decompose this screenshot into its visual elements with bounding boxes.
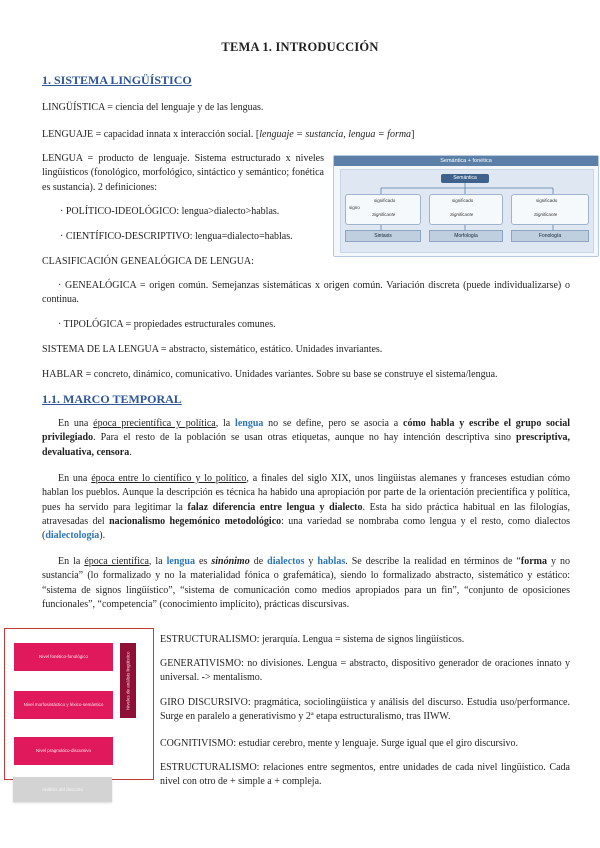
diagram-level-morfologia: Morfología [429,230,503,242]
diagram-level-sintaxis: Sintaxis [345,230,421,242]
sign-significante: Significante [534,212,558,217]
paragraph-giro-discursivo: GIRO DISCURSIVO: pragmática, sociolingüística y análisis del discurso. Estudia uso/performance. Surge en paralelo a generativismo y 2ª etapa estructuralismo, tras IIWW. [160,697,570,723]
sign-significado: significado [536,198,558,203]
diagram-level-fonologia: Fonología [511,230,589,242]
paragraph-lenguaje [42,128,562,142]
highlight-term: dialectos [267,556,305,567]
text: En la [58,556,85,567]
highlight-term: lengua [235,418,264,429]
bold-term: cómo habla y escribe el grupo social privilegiado [42,418,571,444]
paragraph-epoca-cientifica [42,555,570,612]
sign-significado: significado [452,198,474,203]
sign-significante: Significante [450,212,474,217]
lenguaje-close: ] [411,129,415,140]
sign-significado: significado [374,198,396,203]
paragraph-sistema: SISTEMA DE LA LENGUA = abstracto, sistemático, estático. Unidades invariantes. [42,344,383,355]
definition-politico: · POLÍTICO-IDEOLÓGICO: lengua>dialecto>hablas. [60,206,280,217]
diagram-panel [340,169,594,253]
text: , la [215,418,236,429]
figure-box-fonetico: Nivel fonético-fonológico [14,643,113,671]
sign-label: signo [349,205,360,210]
text: . [129,446,132,458]
text: En una [58,473,92,484]
text: . Esta ha sido práctica habitual en las filologías, atravesadas del [42,501,570,527]
section-heading-sistema: 1. SISTEMA LINGÜÍSTICO [42,73,192,87]
lenguaje-italic: lenguaje = sustancia, lengua = forma [259,129,412,140]
paragraph-lengua: LENGUA = producto de lenguaje. Sistema estructurado x niveles lingüísticos (fonológico, morfológico, sintáctico y semántico; fonética es sustancia). 2 definiciones: [42,153,324,193]
highlight-term: hablas [317,556,346,567]
paragraph-epoca-intermedia [42,472,570,543]
text: . Se describe la realidad en términos de “ [345,556,521,567]
text: : una variedad se nombraba como lengua y el resto, como dialectos ( [42,515,570,542]
text: . Para el resto de la población se usan otras etiquetas, aunque no hay intención descriptiva sino [93,432,517,444]
lenguaje-text: LENGUAJE = capacidad innata x interacción social. [ [42,129,260,140]
paragraph-estructuralismo: ESTRUCTURALISMO: jerarquía. Lengua = sistema de signos lingüísticos. [160,634,465,645]
levels-figure [4,628,154,780]
text: En una [58,418,94,429]
paragraph-estructuralismo-2: ESTRUCTURALISMO: relaciones entre segmentos, entre unidades de cada nivel lingüístico. Cada nivel con otro de + simple a + compleja. [160,762,570,788]
section-heading-marco-temporal: 1.1. MARCO TEMPORAL [42,392,182,406]
bold-term: nacionalismo hegemónico metodológico [109,515,282,527]
figure-box-morfosintactico: Nivel morfosintáctico y léxico-semántico [14,691,113,719]
bold-term: prescriptiva, devaluativa, censora [42,432,570,458]
underlined-term: época científica [84,556,149,567]
page-title: TEMA 1. INTRODUCCIÓN [221,40,379,54]
text: y [304,556,318,567]
text: y no sustancia” (lo formalizado y no la materialidad fónica o grafemática), siendo lo formalizado abstracto, sistemático y estático: “sistema de signos lingüístico”, “sistema de comunicación como medios apropiados para un fin”, “conjunto de oposiciones funcionales”, “competencia” (conocimiento implícito), prácticas discursivas. [42,556,571,610]
figure-box-discurso: Análisis del discurso [13,777,112,802]
text: ). [99,530,106,542]
highlight-term: dialectología [45,530,100,542]
paragraph-generativismo: GENERATIVISMO: no divisiones. Lengua = abstracto, dispositivo generador de oraciones innato y universal. -> mentalismo. [160,658,570,684]
diagram-sign-3 [511,194,589,225]
linguistic-sign-diagram [333,155,599,257]
text: es [194,556,212,567]
highlight-term: lengua [166,556,195,567]
text: , la [148,556,167,567]
figure-box-pragmatico: Nivel pragmático-discursivo [14,737,113,765]
sign-significante: Significante [372,212,396,217]
underlined-term: época entre lo científico y lo político [91,473,247,484]
underlined-term: época precientífica y política [93,418,216,429]
text: de [249,556,268,567]
diagram-sign-1 [345,194,421,225]
paragraph-clasificacion: CLASIFICACIÓN GENEALÓGICA DE LENGUA: [42,256,254,267]
diagram-node-semantica: Semántica [441,174,489,183]
figure-side-bar: Niveles de análisis lingüístico [120,643,136,718]
diagram-header: Semántica + fonética [334,156,598,166]
paragraph-hablar: HABLAR = concreto, dinámico, comunicativo. Unidades variantes. Sobre su base se construye el sistema/lengua. [42,369,498,380]
text: , a finales del siglo XIX, unos lingüistas alemanes y franceses estudian cómo hablan los pueblos. Aunque la descripción es técnica ha habido una apropiación por parte de la orientación precientífica y política, pues ha servido para legitimar la [42,473,571,513]
bold-italic-term: sinónimo [211,556,250,567]
paragraph-genealogica: · GENEALÓGICA = origen común. Semejanzas sistemáticas x origen común. Variación discreta (puede individualizarse) o continua. [42,280,570,306]
bold-term: forma [520,556,547,567]
text: no se define, pero se asocia a [263,418,403,429]
paragraph-linguistica: LINGÜÍSTICA = ciencia del lenguaje y de las lenguas. [42,102,264,113]
bold-term: falaz diferencia entre lengua y dialecto [187,501,363,513]
definition-cientifico: · CIENTÍFICO-DESCRIPTIVO: lengua=dialecto=hablas. [60,231,293,242]
paragraph-tipologica: · TIPOLÓGICA = propiedades estructurales comunes. [58,319,276,330]
paragraph-cognitivismo: COGNITIVISMO: estudiar cerebro, mente y lenguaje. Surge igual que el giro discursivo. [160,738,519,749]
diagram-sign-2 [429,194,503,225]
paragraph-epoca-precientifica [42,417,570,460]
